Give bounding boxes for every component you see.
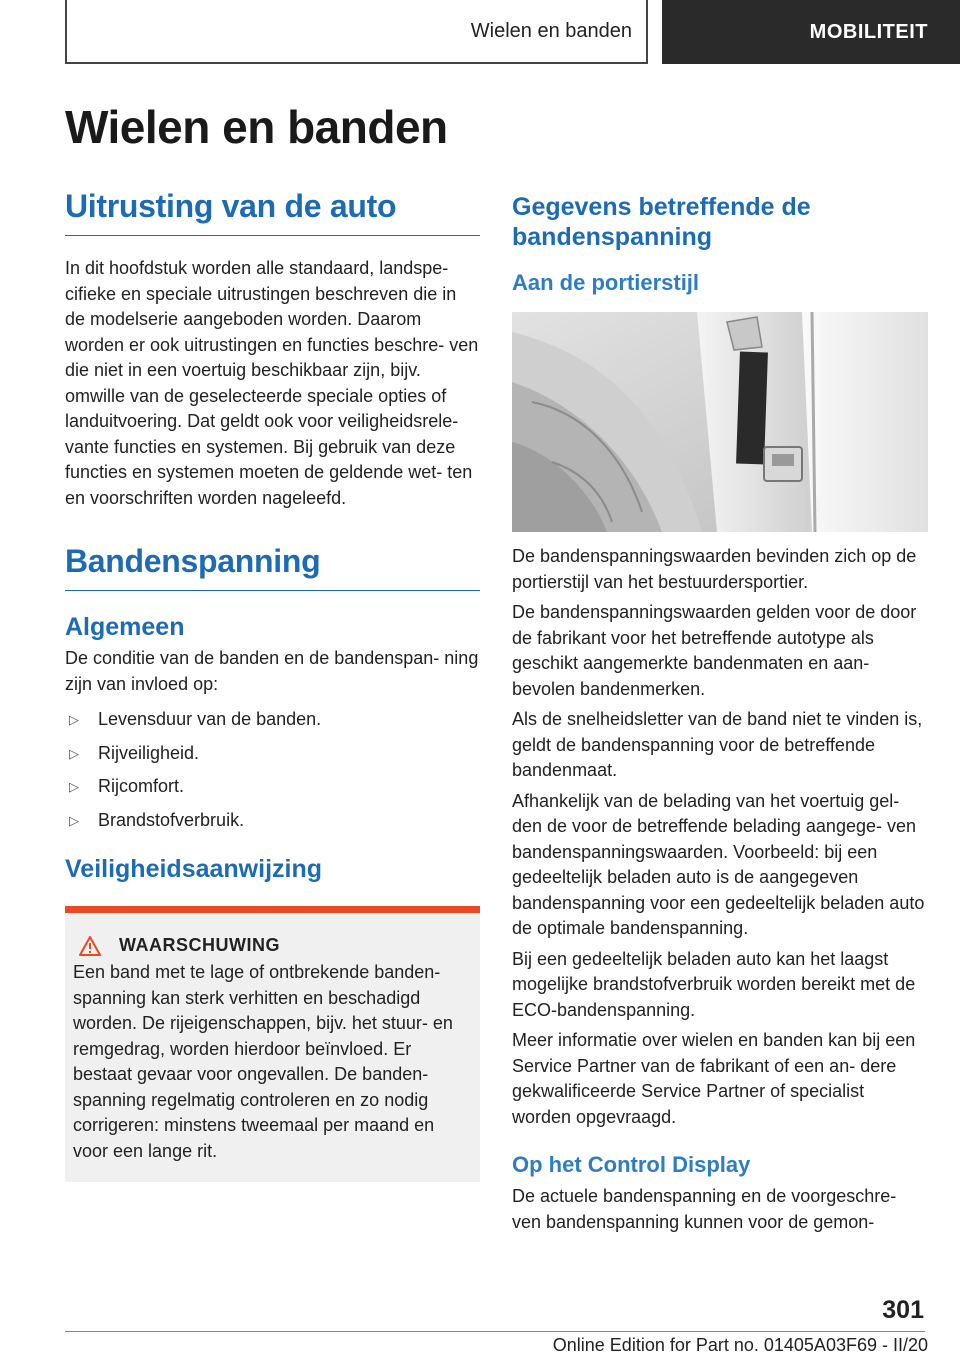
paragraph-load: Afhankelijk van de belading van het voertuig gel‑ den de voor de betreffende belading aangege‑ ven bandenspanningswaarden. Voorbeeld: bij een gedeeltelijk beladen auto is de aangegeven bandenspanning voor een gedeeltelijk beladen auto de optimale bandenspanning. [512,790,925,938]
section-tab [662,0,960,64]
paragraph-speed-letter: Als de snelheidsletter van de band niet te vinden is, geldt de bandenspanning voor de betreffende bandenmaat. [512,709,923,780]
warning-title: WAARSCHUWING [119,935,280,955]
page-number: 301 [882,1296,924,1324]
left-column [65,188,480,1182]
heading-pressure-data: Gegevens betreffende de bandenspanning [512,193,811,251]
triangle-bullet-icon: ▷ [69,745,79,761]
paragraph-pressure-validity: De bandenspanningswaarden gelden voor de door de fabrikant voor het betreffende autotype als geschikt aangemerkte bandenmaten en aan‑ bevolen bandenmerken. [512,602,917,699]
bullet-list [65,707,480,833]
heading-tire-pressure: Bandenspanning [65,543,480,591]
right-column [512,188,928,1235]
paragraph-equipment: In dit hoofdstuk worden alle standaard, landspe‑ cifieke en speciale uitrustingen beschreven die in de modelserie aangeboden worden. Daarom worden er ook uitrustingen en functies beschre‑ ven die niet in een voertuig beschikbaar zijn, bijv. omwille van de geselecteerde speciale opties of landuitvoering. Dat geldt ook voor veiligheidsrele‑ vante functies en systemen. Bij gebruik van deze functies en systemen moeten de geldende wet‑ ten en voorschriften worden nageleefd. [65,258,479,508]
chapter-tab-label: Wielen en banden [470,19,632,42]
section-tab-label: MOBILITEIT [809,20,928,43]
heading-safety: Veiligheidsaanwijzing [65,855,323,883]
list-item: ▷ Rijveiligheid. [65,741,480,767]
paragraph-service: Meer informatie over wielen en banden kan bij een Service Partner van de fabrikant of een an‑ dere gekwalificeerde Service Partner of specialist worden opgevraagd. [512,1030,916,1127]
list-item: ▷ Rijcomfort. [65,774,480,800]
chapter-tab [65,0,648,64]
triangle-bullet-icon: ▷ [69,712,79,727]
paragraph-control-display: De actuele bandenspanning en de voorgeschre‑ ven bandenspanning kunnen voor de gemon‑ [512,1186,897,1232]
triangle-bullet-icon: ▷ [69,779,79,794]
heading-equipment: Uitrusting van de auto [65,188,480,236]
heading-door-pillar: Aan de portierstijl [512,270,700,295]
footer-edition: Online Edition for Part no. 01405A03F69 - II/20 [552,1335,928,1355]
warning-box [65,906,480,1182]
warning-header [73,935,472,956]
page-title: Wielen en banden [65,101,448,153]
warning-text: Een band met te lage of ontbrekende banden‑ spanning kan sterk verhitten en beschadigd worden. De rijeigenschappen, bijv. het stuur‑ en remgedrag, worden hierdoor beïnvloed. Er bestaat gevaar voor ongevallen. De banden‑ spanning regelmatig controleren en zo nodig corrigeren: minstens tweemaal per maand en voor een lange rit. [73,962,453,1161]
warning-triangle-icon [79,936,101,956]
footer-divider [65,1331,925,1332]
paragraph-eco: Bij een gedeeltelijk beladen auto kan het laagst mogelijke brandstofverbruik worden bereikt met de ECO‑bandenspanning. [512,948,916,1020]
list-item: ▷ Brandstofverbruik. [65,808,480,834]
paragraph-pressure-location: De bandenspanningswaarden bevinden zich op de portierstijl van het bestuurdersportier. [512,546,917,592]
heading-general: Algemeen [65,613,185,641]
door-pillar-photo [512,312,928,532]
triangle-bullet-icon: ▷ [69,812,79,828]
list-item: ▷ Levensduur van de banden. [65,707,480,733]
heading-control-display: Op het Control Display [512,1152,751,1177]
paragraph-general: De conditie van de banden en de bandenspan‑ ning zijn van invloed op: [65,648,479,694]
